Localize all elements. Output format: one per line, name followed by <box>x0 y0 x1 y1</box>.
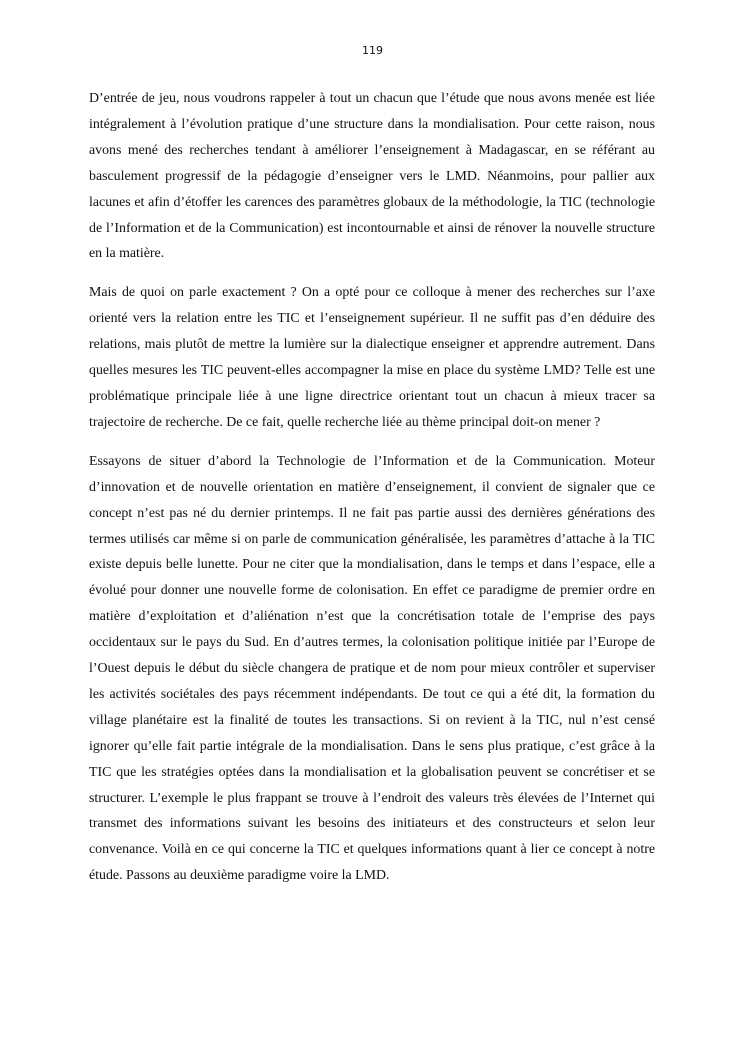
paragraph-intro: D’entrée de jeu, nous voudrons rappeler à tout un chacun que l’étude que nous avons menée est liée intégralement à l’évolution pratique d’une structure dans la mondialisation. Pour cette raison, nous avons mené des recherches tendant à améliorer l’enseignement à Madagascar, en se référant au basculement progressif de la pédagogie d’enseigner vers le LMD. Néanmoins, pour pallier aux lacunes et afin d’étoffer les carences des paramètres globaux de la méthodologie, la TIC (technologie de l’Information et de la Communication) est incontournable et ainsi de rénover la nouvelle structure en la matière. <box>89 91 655 262</box>
page-number: 119 <box>362 44 383 57</box>
body-text <box>89 86 655 902</box>
paragraph-tic: Essayons de situer d’abord la Technologie de l’Information et de la Communication. Moteur d’innovation et de nouvelle orientation en matière d’enseignement, il convient de signaler que ce concept n’est pas né du dernier printemps. Il ne fait pas partie aussi des dernières générations des termes utilisés car même si on parle de communication généralisée, les paramètres d’attache à la TIC existe depuis belle lunette. Pour ne citer que la mondialisation, dans le temps et dans l’espace, elle a évolué pour donner une nouvelle forme de colonisation. En effet ce paradigme de premier ordre en matière d’exploitation et d’aliénation n’est que la concrétisation totale de l’emprise des pays occidentaux sur le pays du Sud. En d’autres termes, la colonisation politique initiée par l’Europe de l’Ouest depuis le début du siècle changera de pratique et de nom pour mieux contrôler et superviser les activités sociétales des pays récemment indépendants. De tout ce qui a été dit, la formation du village planétaire est la finalité de toutes les transactions. Si on revient à la TIC, nul n’est censé ignorer qu’elle fait partie intégrale de la mondialisation. Dans le sens plus pratique, c’est grâce à la TIC que les stratégies optées dans la mondialisation et la globalisation peuvent se concrétiser et se structurer. L’exemple le plus frappant se trouve à l’endroit des valeurs très élevées de l’Internet qui transmet des informations suivant les besoins des initiateurs et des constructeurs et selon leur convenance. Voilà en ce qui concerne la TIC et quelques informations quant à lier ce concept à notre étude. Passons au deuxième paradigme voire la LMD. <box>89 453 655 884</box>
paragraph-problematic: Mais de quoi on parle exactement ? On a opté pour ce colloque à mener des recherches sur l’axe orienté vers la relation entre les TIC et l’enseignement supérieur. Il ne suffit pas d’en déduire des relations, mais plutôt de mettre la lumière sur la dialectique enseigner et apprendre autrement. Dans quelles mesures les TIC peuvent-elles accompagner la mise en place du système LMD? Telle est une problématique principale liée à une ligne directrice orientant tout un chacun à mieux tracer sa trajectoire de recherche. De ce fait, quelle recherche liée au thème principal doit-on mener ? <box>89 285 655 430</box>
